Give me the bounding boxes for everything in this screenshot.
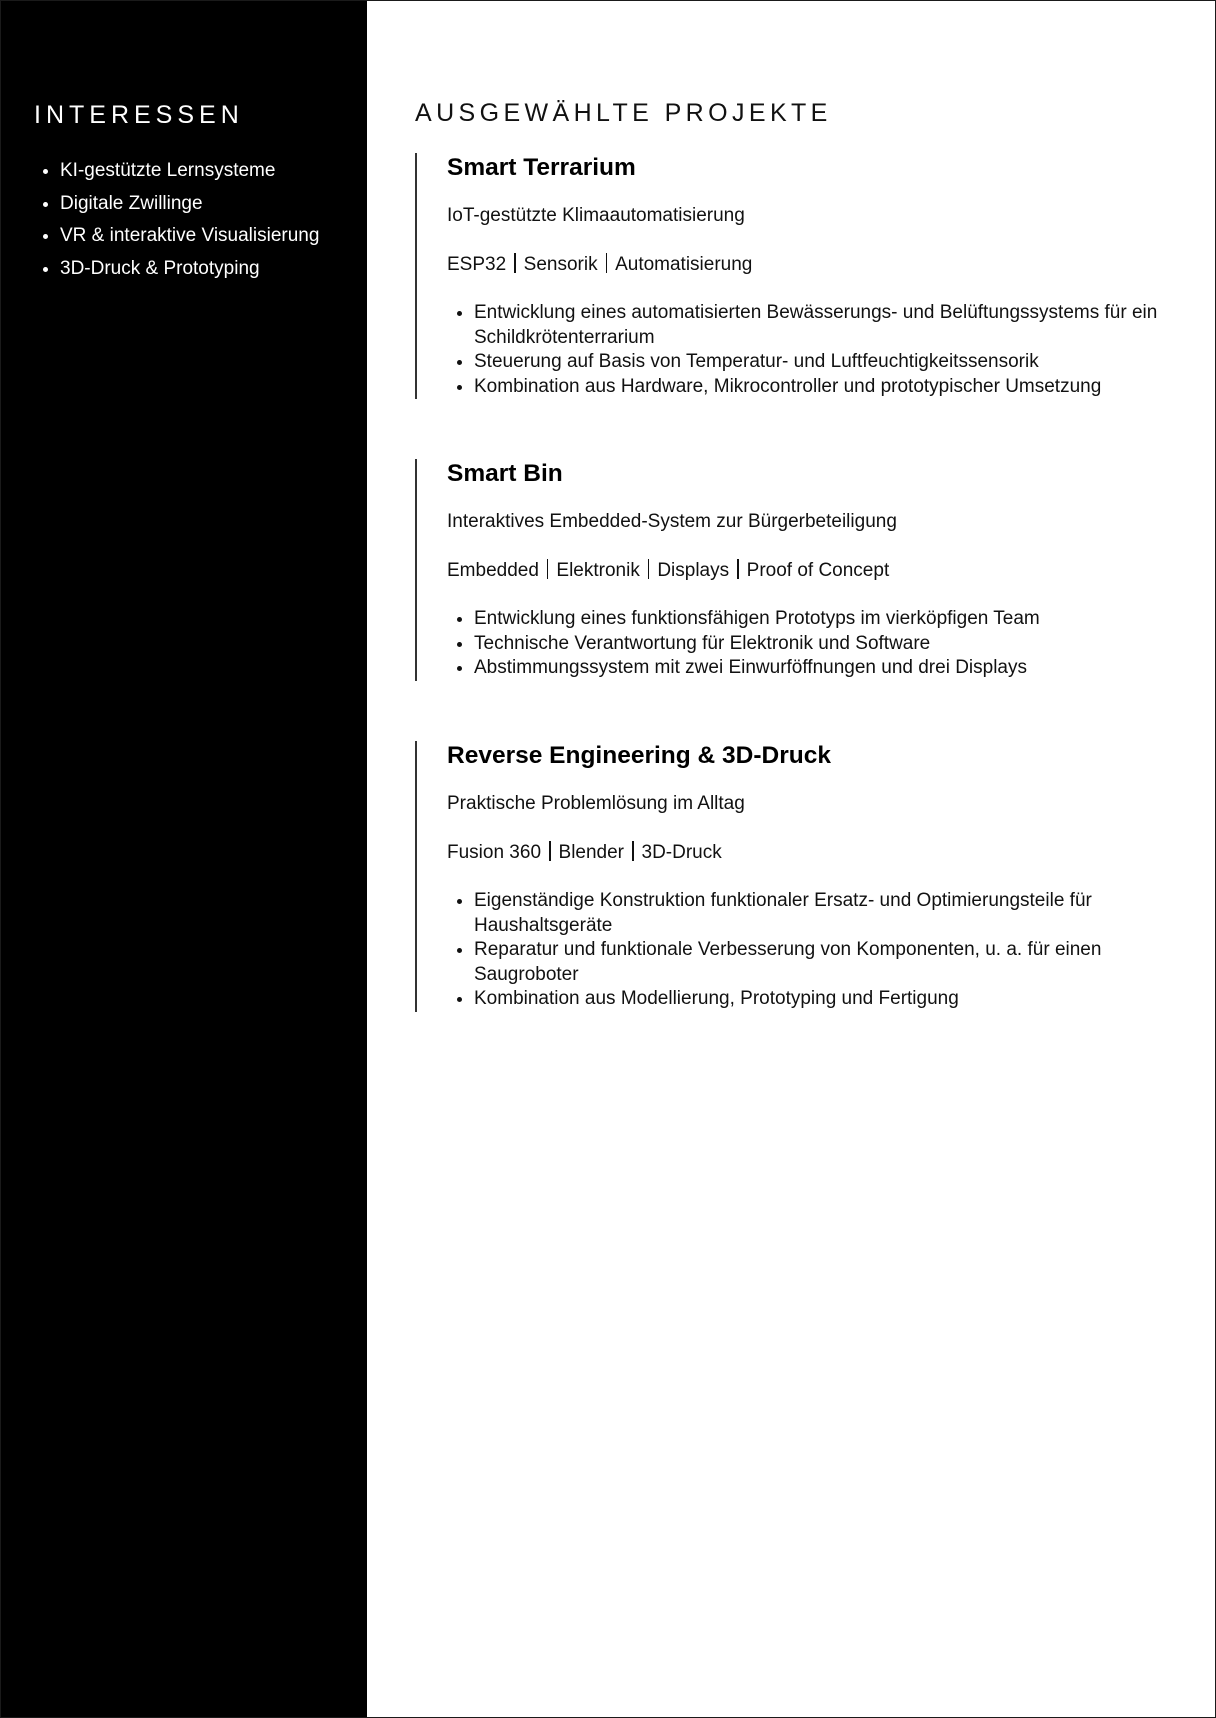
project-bullet: • Kombination aus Modellierung, Prototyping und Fertigung [474, 987, 1175, 1012]
project-subtitle: Praktische Problemlösung im Alltag [447, 793, 745, 814]
project-tags [447, 558, 1175, 584]
project-tag: Fusion 360 [447, 842, 542, 863]
project-bullet: • Eigenständige Konstruktion funktionaler Ersatz- und Optimierungsteile für Haushaltsgeräte [474, 889, 1175, 938]
tag-separator [648, 559, 650, 579]
tag-separator [737, 559, 739, 579]
project-title: Reverse Engineering & 3D-Druck [447, 742, 831, 769]
interests-heading: INTERESSEN [34, 101, 244, 129]
project-bullet: • Kombination aus Hardware, Mikrocontroller und prototypischer Umsetzung [474, 375, 1175, 400]
interest-item: • KI-gestützte Lernsysteme [60, 155, 319, 188]
interest-item: • 3D-Druck & Prototyping [60, 253, 319, 286]
project-tag: 3D-Druck [641, 842, 722, 863]
project-bullet: • Abstimmungssystem mit zwei Einwurföffnungen und drei Displays [474, 656, 1175, 681]
project-bullets [447, 889, 1175, 1012]
project-tags [447, 840, 1175, 866]
project-subtitle: Interaktives Embedded-System zur Bürgerbeteiligung [447, 511, 897, 532]
interest-item: • Digitale Zwillinge [60, 188, 319, 221]
project-title: Smart Bin [447, 460, 563, 487]
project-tag: Embedded [447, 560, 539, 581]
project-tag: ESP32 [447, 254, 507, 275]
project-tag: Elektronik [556, 560, 640, 581]
projects-heading: AUSGEWÄHLTE PROJEKTE [415, 99, 832, 127]
tag-separator [514, 253, 516, 273]
project-subtitle: IoT-gestützte Klimaautomatisierung [447, 205, 745, 226]
sidebar [1, 1, 367, 1717]
tag-separator [606, 253, 608, 273]
tag-separator [549, 841, 551, 861]
project-title: Smart Terrarium [447, 154, 636, 181]
project-tag: Sensorik [523, 254, 598, 275]
project-smart-terrarium [415, 153, 1175, 399]
tag-separator [547, 559, 549, 579]
project-bullet: • Entwicklung eines automatisierten Bewässerungs- und Belüftungssystems für ein Schildkrötenterrarium [474, 301, 1175, 350]
project-bullet: • Entwicklung eines funktionsfähigen Prototyps im vierköpfigen Team [474, 607, 1175, 632]
project-smart-bin [415, 459, 1175, 681]
main-content [367, 1, 1215, 1717]
project-tag: Proof of Concept [746, 560, 890, 581]
project-bullet: • Technische Verantwortung für Elektronik und Software [474, 632, 1175, 657]
project-bullet: • Reparatur und funktionale Verbesserung von Komponenten, u. a. für einen Saugroboter [474, 938, 1175, 987]
project-bullets [447, 607, 1175, 681]
project-tag: Displays [657, 560, 730, 581]
interest-item: • VR & interaktive Visualisierung [60, 220, 319, 253]
interests-list [34, 155, 319, 285]
project-bullets [447, 301, 1175, 399]
project-tag: Blender [558, 842, 625, 863]
tag-separator [632, 841, 634, 861]
project-tag: Automatisierung [615, 254, 753, 275]
project-bullet: • Steuerung auf Basis von Temperatur- und Luftfeuchtigkeitssensorik [474, 350, 1175, 375]
project-tags [447, 252, 1175, 278]
project-reverse-engineering [415, 741, 1175, 1012]
